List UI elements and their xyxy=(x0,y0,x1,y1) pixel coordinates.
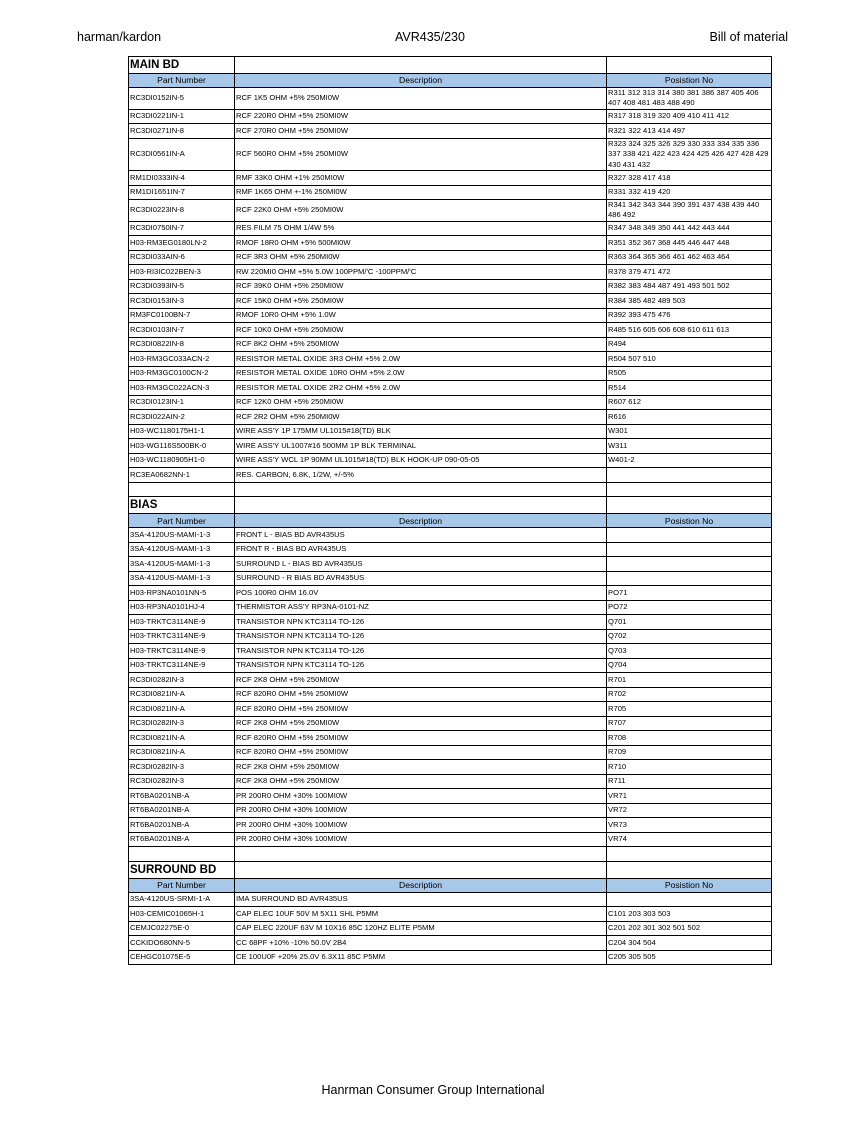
part-number-cell: RC3DI0393IN-5 xyxy=(129,279,235,294)
table-row xyxy=(129,571,772,586)
section-title-row xyxy=(129,861,772,878)
column-header-row xyxy=(129,878,772,892)
table-row xyxy=(129,468,772,483)
description-cell: RCF 2K8 OHM +5% 250MI0W xyxy=(235,774,607,789)
section-title-blank xyxy=(235,861,607,878)
description-cell: TRANSISTOR NPN KTC3114 TO-126 xyxy=(235,658,607,673)
description-cell: CE 100U0F +20% 25.0V 6.3X11 85C P5MM xyxy=(235,950,607,965)
position-cell: R701 xyxy=(607,673,772,688)
part-number-cell: H03-RM3EG0180LN-2 xyxy=(129,236,235,251)
description-cell: IMA SURROUND BD AVR435US xyxy=(235,892,607,907)
position-cell: R707 xyxy=(607,716,772,731)
part-number-cell: RC3DI0221IN-1 xyxy=(129,109,235,124)
position-cell: R616 xyxy=(607,410,772,425)
position-cell: PO71 xyxy=(607,586,772,601)
description-cell: RW 220MI0 OHM +5% 5.0W 100PPM/'C -100PPM/'C xyxy=(235,265,607,280)
position-cell: R317 318 319 320 409 410 411 412 xyxy=(607,109,772,124)
table-row xyxy=(129,337,772,352)
description-cell: WIRE ASS'Y 1P 175MM UL1015#18(TD) BLK xyxy=(235,424,607,439)
table-row xyxy=(129,279,772,294)
part-number-cell: RC3DI0223IN-8 xyxy=(129,200,235,222)
part-number-cell: H03-RP3NA0101HJ-4 xyxy=(129,600,235,615)
part-number-cell: H03-TRKTC3114NE-9 xyxy=(129,658,235,673)
part-number-cell: RT6BA0201NB-A xyxy=(129,803,235,818)
part-number-cell: RC3DI0282IN-3 xyxy=(129,673,235,688)
description-cell: RCF 820R0 OHM +5% 250MI0W xyxy=(235,745,607,760)
position-cell: R702 xyxy=(607,687,772,702)
position-cell: PO72 xyxy=(607,600,772,615)
description-cell: RCF 820R0 OHM +5% 250MI0W xyxy=(235,687,607,702)
table-row xyxy=(129,542,772,557)
position-cell: R709 xyxy=(607,745,772,760)
table-row xyxy=(129,950,772,965)
description-cell: CC 68PF +10% -10% 50.0V 2B4 xyxy=(235,936,607,951)
header-position-no: Posistion No xyxy=(607,514,772,528)
blank-row xyxy=(129,482,772,497)
position-cell: VR71 xyxy=(607,789,772,804)
description-cell: RCF 220R0 OHM +5% 250MI0W xyxy=(235,109,607,124)
position-cell: Q703 xyxy=(607,644,772,659)
part-number-cell: H03-WG116S500BK-0 xyxy=(129,439,235,454)
table-row xyxy=(129,731,772,746)
position-cell: R710 xyxy=(607,760,772,775)
part-number-cell: H03-RI3IC022BEN-3 xyxy=(129,265,235,280)
part-number-cell: H03-TRKTC3114NE-9 xyxy=(129,644,235,659)
section-title-row xyxy=(129,497,772,514)
table-row xyxy=(129,658,772,673)
part-number-cell: CEHGC01075E-5 xyxy=(129,950,235,965)
description-cell: FRONT L - BIAS BD AVR435US xyxy=(235,528,607,543)
part-number-cell: 3SA-4120US-MAMI-1-3 xyxy=(129,542,235,557)
part-number-cell: RC3DI0123IN-1 xyxy=(129,395,235,410)
position-cell: W401-2 xyxy=(607,453,772,468)
description-cell: CAP ELEC 220UF 63V M 10X16 85C 120HZ ELITE P5MM xyxy=(235,921,607,936)
table-row xyxy=(129,921,772,936)
part-number-cell: H03-WC1180905H1-0 xyxy=(129,453,235,468)
table-row xyxy=(129,586,772,601)
description-cell: RCF 2R2 OHM +5% 250MI0W xyxy=(235,410,607,425)
section-title-blank xyxy=(607,861,772,878)
column-header-row xyxy=(129,514,772,528)
table-row xyxy=(129,716,772,731)
table-row xyxy=(129,308,772,323)
table-row xyxy=(129,124,772,139)
table-row xyxy=(129,818,772,833)
part-number-cell: 3SA-4120US-MAMI-1-3 xyxy=(129,557,235,572)
part-number-cell: RC3DI0822IN-8 xyxy=(129,337,235,352)
description-cell: TRANSISTOR NPN KTC3114 TO-126 xyxy=(235,644,607,659)
table-row xyxy=(129,557,772,572)
blank-row xyxy=(129,847,772,862)
description-cell: RCF 39K0 OHM +5% 250MI0W xyxy=(235,279,607,294)
header-part-number: Part Number xyxy=(129,514,235,528)
table-row xyxy=(129,88,772,110)
position-cell: W311 xyxy=(607,439,772,454)
position-cell: Q704 xyxy=(607,658,772,673)
description-cell: FRONT R - BIAS BD AVR435US xyxy=(235,542,607,557)
description-cell: RCF 2K8 OHM +5% 250MI0W xyxy=(235,673,607,688)
table-row xyxy=(129,381,772,396)
part-number-cell: RT6BA0201NB-A xyxy=(129,789,235,804)
description-cell: THERMISTOR ASS'Y RP3NA-0101-NZ xyxy=(235,600,607,615)
blank-cell xyxy=(235,482,607,497)
part-number-cell: RC3DI0750IN-7 xyxy=(129,221,235,236)
section-title-blank xyxy=(607,497,772,514)
table-row xyxy=(129,702,772,717)
section-title: MAIN BD xyxy=(129,57,235,74)
table-row xyxy=(129,439,772,454)
table-row xyxy=(129,410,772,425)
part-number-cell: RC3DI0103IN-7 xyxy=(129,323,235,338)
part-number-cell: H03-TRKTC3114NE-9 xyxy=(129,629,235,644)
table-row xyxy=(129,832,772,847)
table-row xyxy=(129,323,772,338)
header-description: Description xyxy=(235,74,607,88)
table-row xyxy=(129,138,772,170)
table-row xyxy=(129,250,772,265)
description-cell: RCF 10K0 OHM +5% 250MI0W xyxy=(235,323,607,338)
description-cell: RMF 33K0 OHM +1% 250MI0W xyxy=(235,171,607,186)
description-cell: PR 200R0 OHM +30% 100MI0W xyxy=(235,789,607,804)
document-title: Bill of material xyxy=(709,30,788,44)
table-row xyxy=(129,294,772,309)
description-cell: RMOF 18R0 OHM +5% 500MI0W xyxy=(235,236,607,251)
position-cell: R494 xyxy=(607,337,772,352)
table-row xyxy=(129,789,772,804)
header-part-number: Part Number xyxy=(129,74,235,88)
table-row xyxy=(129,200,772,222)
position-cell: R341 342 343 344 390 391 437 438 439 440 486 492 xyxy=(607,200,772,222)
part-number-cell: RC3DI0152IN-5 xyxy=(129,88,235,110)
description-cell: RCF 820R0 OHM +5% 250MI0W xyxy=(235,731,607,746)
position-cell: C201 202 301 302 501 502 xyxy=(607,921,772,936)
part-number-cell: H03-RM3GC0100CN-2 xyxy=(129,366,235,381)
description-cell: SURROUND - R BIAS BD AVR435US xyxy=(235,571,607,586)
table-row xyxy=(129,171,772,186)
table-row xyxy=(129,600,772,615)
position-cell: R705 xyxy=(607,702,772,717)
section-title-blank xyxy=(607,57,772,74)
position-cell: C204 304 504 xyxy=(607,936,772,951)
position-cell xyxy=(607,571,772,586)
part-number-cell: RC3DI0821IN-A xyxy=(129,702,235,717)
description-cell: RES. CARBON, 6.8K, 1/2W, +/-5% xyxy=(235,468,607,483)
table-row xyxy=(129,936,772,951)
position-cell: R347 348 349 350 441 442 443 444 xyxy=(607,221,772,236)
section-title-blank xyxy=(235,57,607,74)
part-number-cell: RC3DI0282IN-3 xyxy=(129,716,235,731)
header-description: Description xyxy=(235,878,607,892)
table-row xyxy=(129,109,772,124)
description-cell: WIRE ASS'Y UL1007#16 500MM 1P BLK TERMINAL xyxy=(235,439,607,454)
position-cell: R327 328 417 418 xyxy=(607,171,772,186)
position-cell: R321 322 413 414 497 xyxy=(607,124,772,139)
description-cell: POS 100R0 OHM 16.0V xyxy=(235,586,607,601)
table-row xyxy=(129,528,772,543)
table-row xyxy=(129,615,772,630)
position-cell: Q702 xyxy=(607,629,772,644)
part-number-cell: CCKIDO680NN-5 xyxy=(129,936,235,951)
description-cell: RCF 2K8 OHM +5% 250MI0W xyxy=(235,716,607,731)
blank-cell xyxy=(129,482,235,497)
part-number-cell: RC3DI0271IN-8 xyxy=(129,124,235,139)
position-cell: R311 312 313 314 380 381 386 387 405 406 407 408 481 483 488 490 xyxy=(607,88,772,110)
part-number-cell: H03-TRKTC3114NE-9 xyxy=(129,615,235,630)
section-title: BIAS xyxy=(129,497,235,514)
part-number-cell: RT6BA0201NB-A xyxy=(129,818,235,833)
column-header-row xyxy=(129,74,772,88)
position-cell: R351 352 367 368 445 446 447 448 xyxy=(607,236,772,251)
table-row xyxy=(129,395,772,410)
part-number-cell: RC3DI0282IN-3 xyxy=(129,760,235,775)
table-row xyxy=(129,366,772,381)
blank-cell xyxy=(235,847,607,862)
description-cell: RMOF 10R0 OHM +5% 1.0W xyxy=(235,308,607,323)
position-cell: VR72 xyxy=(607,803,772,818)
part-number-cell: RM1DI1651IN-7 xyxy=(129,185,235,200)
table-row xyxy=(129,907,772,922)
part-number-cell: RM3FC0100BN-7 xyxy=(129,308,235,323)
part-number-cell: 3SA-4120US-SRMI-1-A xyxy=(129,892,235,907)
position-cell: VR73 xyxy=(607,818,772,833)
description-cell: RCF 12K0 OHM +5% 250MI0W xyxy=(235,395,607,410)
part-number-cell: 3SA-4120US-MAMI-1-3 xyxy=(129,528,235,543)
position-cell: R711 xyxy=(607,774,772,789)
table-row xyxy=(129,424,772,439)
description-cell: RES FILM 75 OHM 1/4W 5% xyxy=(235,221,607,236)
description-cell: RCF 3R3 OHM +5% 250MI0W xyxy=(235,250,607,265)
description-cell: TRANSISTOR NPN KTC3114 TO-126 xyxy=(235,629,607,644)
header-part-number: Part Number xyxy=(129,878,235,892)
position-cell: R708 xyxy=(607,731,772,746)
description-cell: RESISTOR METAL OXIDE 10R0 OHM +5% 2.0W xyxy=(235,366,607,381)
table-row xyxy=(129,803,772,818)
part-number-cell: RM1DI0333IN-4 xyxy=(129,171,235,186)
part-number-cell: RC3DI0153IN-3 xyxy=(129,294,235,309)
position-cell: W301 xyxy=(607,424,772,439)
page-footer: Hanrman Consumer Group International xyxy=(321,1083,545,1097)
description-cell: PR 200R0 OHM +30% 100MI0W xyxy=(235,818,607,833)
part-number-cell: RC3DI022AIN-2 xyxy=(129,410,235,425)
position-cell: R505 xyxy=(607,366,772,381)
position-cell xyxy=(607,557,772,572)
position-cell: R363 364 365 366 461 462 463 464 xyxy=(607,250,772,265)
part-number-cell: H03-CEMIC01065H-1 xyxy=(129,907,235,922)
position-cell: R607 612 xyxy=(607,395,772,410)
part-number-cell: RC3DI033AIN-6 xyxy=(129,250,235,265)
position-cell: R392 393 475 476 xyxy=(607,308,772,323)
table-row xyxy=(129,673,772,688)
position-cell: R382 383 484 487 491 493 501 502 xyxy=(607,279,772,294)
table-row xyxy=(129,774,772,789)
position-cell: C205 305 505 xyxy=(607,950,772,965)
table-row xyxy=(129,644,772,659)
description-cell: RCF 560R0 OHM +5% 250MI0W xyxy=(235,138,607,170)
blank-cell xyxy=(607,847,772,862)
position-cell: R485 516 605 606 608 610 611 613 xyxy=(607,323,772,338)
part-number-cell: RC3EA0682NN-1 xyxy=(129,468,235,483)
section-title: SURROUND BD xyxy=(129,861,235,878)
description-cell: TRANSISTOR NPN KTC3114 TO-126 xyxy=(235,615,607,630)
brand-name: harman/kardon xyxy=(77,30,162,44)
position-cell: R504 507 510 xyxy=(607,352,772,367)
table-row xyxy=(129,629,772,644)
position-cell: R514 xyxy=(607,381,772,396)
position-cell xyxy=(607,892,772,907)
description-cell: RCF 2K8 OHM +5% 250MI0W xyxy=(235,760,607,775)
description-cell: RCF 1K5 OHM +5% 250MI0W xyxy=(235,88,607,110)
description-cell: RCF 22K0 OHM +5% 250MI0W xyxy=(235,200,607,222)
table-row xyxy=(129,760,772,775)
position-cell xyxy=(607,468,772,483)
table-row xyxy=(129,185,772,200)
table-row xyxy=(129,687,772,702)
table-row xyxy=(129,236,772,251)
part-number-cell: RT6BA0201NB-A xyxy=(129,832,235,847)
table-row xyxy=(129,453,772,468)
part-number-cell: RC3DI0561IN-A xyxy=(129,138,235,170)
description-cell: RMF 1K65 OHM +-1% 250MI0W xyxy=(235,185,607,200)
description-cell: RESISTOR METAL OXIDE 3R3 OHM +5% 2.0W xyxy=(235,352,607,367)
table-row xyxy=(129,265,772,280)
description-cell: RCF 270R0 OHM +5% 250MI0W xyxy=(235,124,607,139)
position-cell xyxy=(607,528,772,543)
part-number-cell: RC3DI0821IN-A xyxy=(129,731,235,746)
description-cell: PR 200R0 OHM +30% 100MI0W xyxy=(235,803,607,818)
table-row xyxy=(129,352,772,367)
part-number-cell: H03-RP3NA0101NN-5 xyxy=(129,586,235,601)
description-cell: RCF 15K0 OHM +5% 250MI0W xyxy=(235,294,607,309)
position-cell: C101 203 303 503 xyxy=(607,907,772,922)
section-title-blank xyxy=(235,497,607,514)
part-number-cell: 3SA-4120US-MAMI-1-3 xyxy=(129,571,235,586)
table-row xyxy=(129,221,772,236)
position-cell: R323 324 325 326 329 330 333 334 335 336 337 338 421 422 423 424 425 426 427 428 429 430 431 432 xyxy=(607,138,772,170)
description-cell: RCF 8K2 OHM +5% 250MI0W xyxy=(235,337,607,352)
description-cell: RCF 820R0 OHM +5% 250MI0W xyxy=(235,702,607,717)
description-cell: PR 200R0 OHM +30% 100MI0W xyxy=(235,832,607,847)
position-cell: Q701 xyxy=(607,615,772,630)
part-number-cell: H03-RM3GC022ACN-3 xyxy=(129,381,235,396)
part-number-cell: H03-RM3GC033ACN-2 xyxy=(129,352,235,367)
model-number: AVR435/230 xyxy=(395,30,465,44)
description-cell: RESISTOR METAL OXIDE 2R2 OHM +5% 2.0W xyxy=(235,381,607,396)
table-row xyxy=(129,892,772,907)
blank-cell xyxy=(129,847,235,862)
header-description: Description xyxy=(235,514,607,528)
description-cell: CAP ELEC 10UF 50V M 5X11 SHL P5MM xyxy=(235,907,607,922)
bill-of-material-table xyxy=(128,56,772,965)
description-cell: SURROUND L - BIAS BD AVR435US xyxy=(235,557,607,572)
section-title-row xyxy=(129,57,772,74)
position-cell: R378 379 471 472 xyxy=(607,265,772,280)
table-row xyxy=(129,745,772,760)
part-number-cell: H03-WC1180175H1-1 xyxy=(129,424,235,439)
position-cell: R331 332 419 420 xyxy=(607,185,772,200)
part-number-cell: CEMJC02275E-0 xyxy=(129,921,235,936)
position-cell: VR74 xyxy=(607,832,772,847)
header-position-no: Posistion No xyxy=(607,878,772,892)
part-number-cell: RC3DI0282IN-3 xyxy=(129,774,235,789)
description-cell: WIRE ASS'Y WCL 1P 90MM UL1015#18(TD) BLK HOOK-UP 090-05-05 xyxy=(235,453,607,468)
position-cell xyxy=(607,542,772,557)
blank-cell xyxy=(607,482,772,497)
header-position-no: Posistion No xyxy=(607,74,772,88)
part-number-cell: RC3DI0821IN-A xyxy=(129,745,235,760)
position-cell: R384 385 482 489 503 xyxy=(607,294,772,309)
part-number-cell: RC3DI0821IN-A xyxy=(129,687,235,702)
